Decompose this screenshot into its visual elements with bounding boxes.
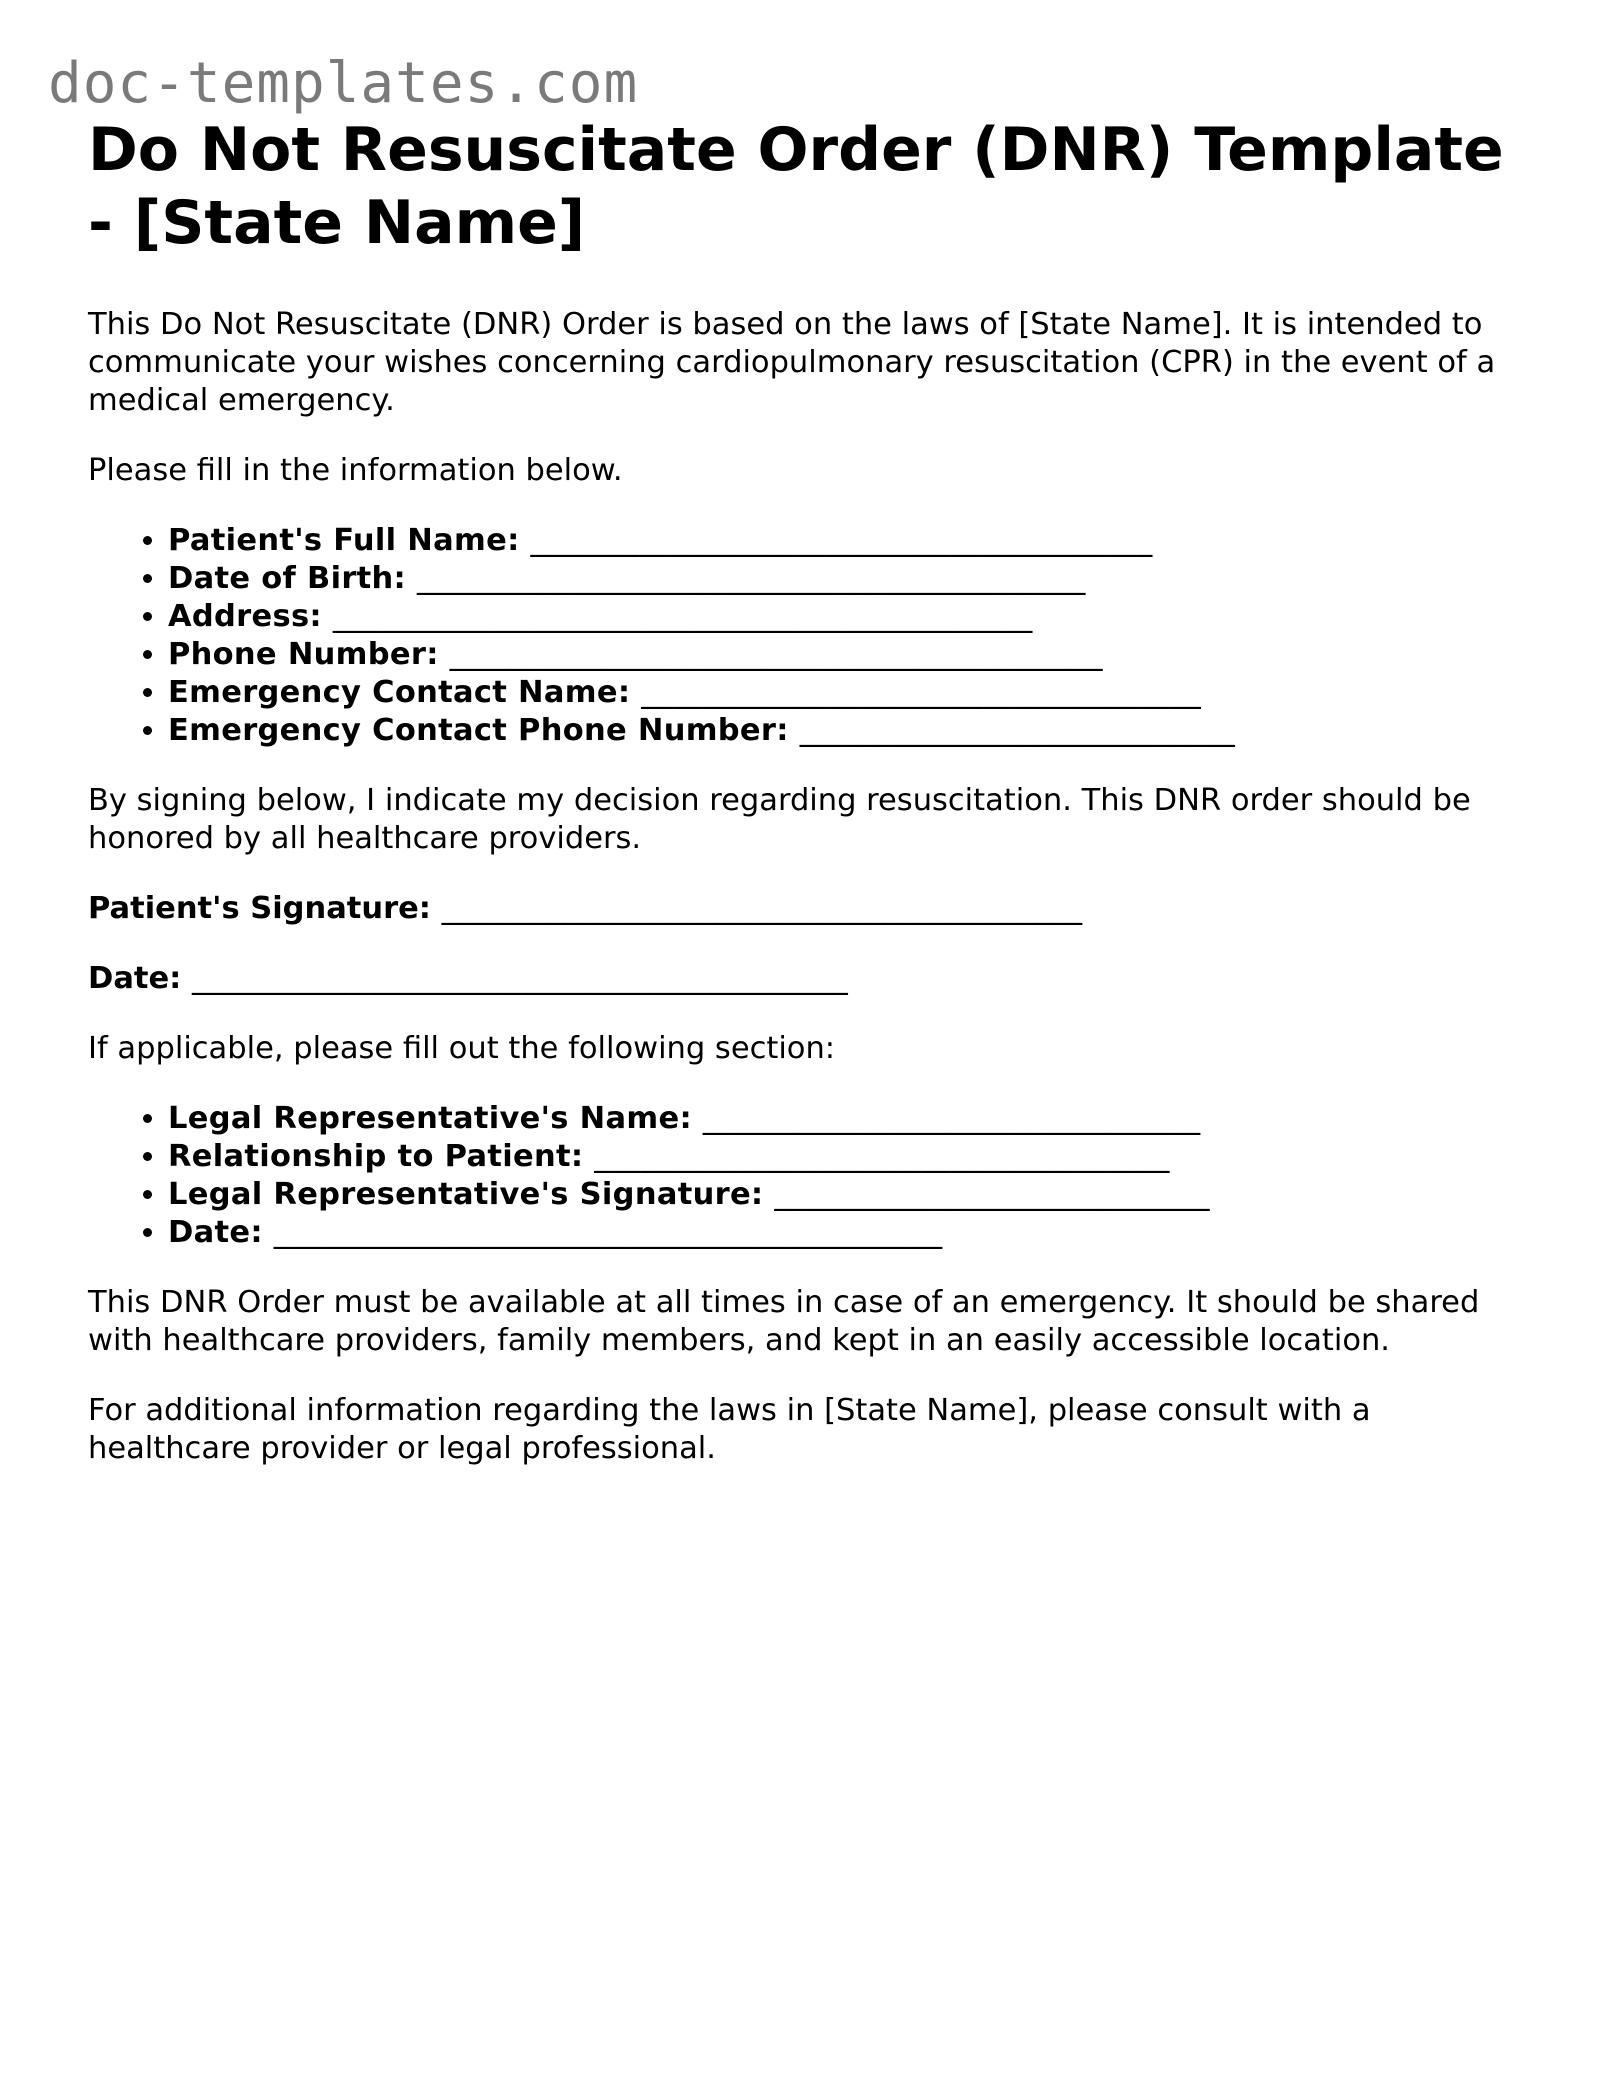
applicable-prompt: If applicable, please fill out the following section:: [88, 1031, 836, 1066]
availability-note: This DNR Order must be available at all times in case of an emergency. It should be shared with healthcare providers, family members, and kept in an easily accessible location.: [88, 1285, 1480, 1358]
document-title: Do Not Resuscitate Order (DNR) Template - [State Name]: [88, 115, 1504, 258]
field-blank[interactable]: _____________________________________: [594, 1139, 1170, 1174]
field-label: Date of Birth:: [168, 561, 407, 596]
field-label: Date:: [88, 961, 182, 996]
field-label: Emergency Contact Name:: [168, 675, 631, 710]
field-label: Relationship to Patient:: [168, 1139, 584, 1174]
signing-statement: By signing below, I indicate my decision regarding resuscitation. This DNR order should be honored by all healthcare providers.: [88, 783, 1471, 856]
field-blank[interactable]: ___________________________________________: [416, 561, 1086, 596]
field-blank[interactable]: ________________________________________: [530, 523, 1153, 558]
field-blank[interactable]: ________________________________: [702, 1101, 1201, 1136]
field-legal-rep-signature[interactable]: [168, 1176, 1528, 1214]
field-label: Patient's Full Name:: [168, 523, 520, 558]
representative-info-list: [88, 1100, 1528, 1252]
field-emergency-contact-name[interactable]: [168, 674, 1528, 712]
field-blank[interactable]: ___________________________________________: [273, 1215, 943, 1250]
field-blank[interactable]: ___________________________________________: [192, 961, 848, 996]
fill-prompt: Please fill in the information below.: [88, 453, 623, 488]
field-date-of-birth[interactable]: [168, 560, 1528, 598]
field-patient-full-name[interactable]: [168, 522, 1528, 560]
field-blank[interactable]: _____________________________________________: [332, 599, 1033, 634]
field-legal-rep-name[interactable]: [168, 1100, 1528, 1138]
field-label: Legal Representative's Name:: [168, 1101, 692, 1136]
field-label: Date:: [168, 1215, 263, 1250]
field-blank[interactable]: ____________________________________: [641, 675, 1202, 710]
field-blank[interactable]: ____________________________: [799, 713, 1236, 748]
field-label: Phone Number:: [168, 637, 439, 672]
field-signature-date[interactable]: [88, 960, 1528, 998]
field-legal-rep-date[interactable]: [168, 1214, 1528, 1252]
field-label: Patient's Signature:: [88, 891, 432, 926]
intro-paragraph: This Do Not Resuscitate (DNR) Order is based on the laws of [State Name]. It is intended to communicate your wishes concerning cardiopulmonary resuscitation (CPR) in the event of a medical emergency.: [88, 307, 1496, 418]
field-label: Legal Representative's Signature:: [168, 1177, 764, 1212]
watermark-logo: doc-templates.com: [48, 51, 639, 116]
field-blank[interactable]: __________________________________________: [441, 891, 1083, 926]
field-emergency-contact-phone[interactable]: [168, 712, 1528, 750]
document-page: [88, 114, 1528, 1500]
field-patient-signature[interactable]: [88, 890, 1528, 928]
patient-info-list: [88, 522, 1528, 750]
field-blank[interactable]: ____________________________: [774, 1177, 1210, 1212]
consult-note: For additional information regarding the laws in [State Name], please consult with a healthcare provider or legal professional.: [88, 1393, 1371, 1466]
field-phone-number[interactable]: [168, 636, 1528, 674]
field-label: Address:: [168, 599, 322, 634]
field-address[interactable]: [168, 598, 1528, 636]
field-blank[interactable]: __________________________________________: [449, 637, 1103, 672]
field-label: Emergency Contact Phone Number:: [168, 713, 789, 748]
field-relationship-to-patient[interactable]: [168, 1138, 1528, 1176]
